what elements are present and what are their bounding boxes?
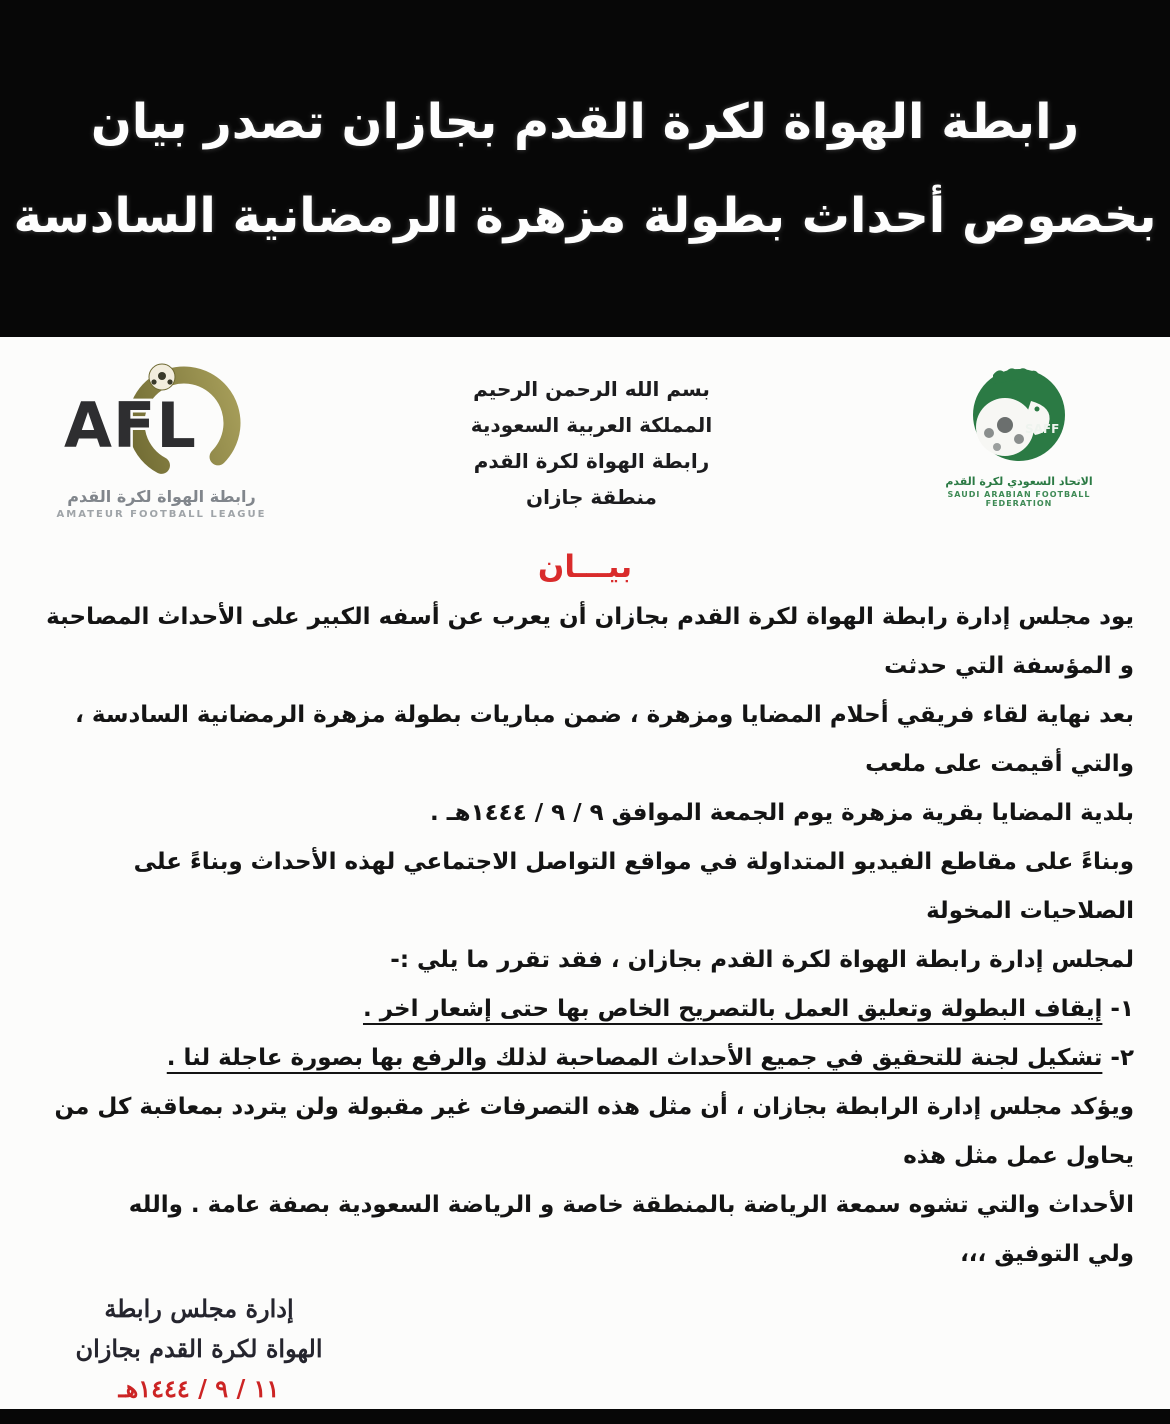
svg-text:SAFF: SAFF [1024, 422, 1060, 436]
paragraph-3-line-2: الأحداث والتي تشوه سمعة الرياضة بالمنطقة خاصة و الرياضة السعودية بصفة عامة . والله ولي التوفيق ،،، [128, 1192, 1134, 1267]
signature-block [24, 1289, 374, 1409]
paragraph-2-line-1: وبناءً على مقاطع الفيديو المتداولة في مواقع التواصل الاجتماعي لهذه الأحداث وبناءً على الصلاحيات المخولة [133, 849, 1134, 924]
saff-logo [914, 363, 1124, 508]
afl-name-arabic: رابطة الهواة لكرة القدم [67, 487, 256, 506]
statement-title: بيـــان [537, 549, 633, 585]
decision-item-1 [30, 985, 1134, 1034]
afl-logo-icon [62, 389, 262, 485]
decision-item-1-number: ١- [1110, 996, 1134, 1022]
saff-name-english: SAUDI ARABIAN FOOTBALL FEDERATION [947, 490, 1091, 508]
banner-title-line-2: بخصوص أحداث بطولة مزهرة الرمضانية السادسة [13, 187, 1157, 244]
signature-date: ١١ / ٩ / ١٤٤٤هـ [118, 1374, 280, 1403]
signature-line-1: إدارة مجلس رابطة [104, 1294, 294, 1323]
afl-name-english: AMATEUR FOOTBALL LEAGUE [56, 509, 267, 520]
country-line: المملكة العربية السعودية [470, 413, 713, 437]
letterhead [24, 363, 1146, 535]
saff-logo-icon [959, 422, 1079, 473]
region-line: منطقة جازان [526, 485, 657, 509]
org-header-block [471, 371, 712, 515]
banner-title-line-1: رابطة الهواة لكرة القدم بجازان تصدر بيان [90, 93, 1080, 150]
svg-text:AFL: AFL [63, 389, 197, 462]
paragraph-2-line-2: لمجلس إدارة رابطة الهواة لكرة القدم بجازان ، فقد تقرر ما يلي :- [390, 947, 1134, 973]
statement-sheet [0, 337, 1170, 1409]
paragraph-1-line-1: يود مجلس إدارة رابطة الهواة لكرة القدم بجازان أن يعرب عن أسفه الكبير على الأحداث المصاحبة و المؤسفة التي حدثت [46, 604, 1134, 679]
banner [0, 0, 1170, 337]
bismillah-line: بسم الله الرحمن الرحيم [473, 377, 710, 401]
decision-item-2-number: ٢- [1110, 1045, 1134, 1071]
paragraph-1-line-2: بعد نهاية لقاء فريقي أحلام المضايا ومزهرة ، ضمن مباريات بطولة مزهرة الرمضانية السادسة ، والتي أقيمت على ملعب [75, 702, 1134, 777]
bottom-band [0, 1409, 1170, 1424]
decision-item-1-text: إيقاف البطولة وتعليق العمل بالتصريح الخاص بها حتى إشعار اخر . [362, 996, 1103, 1022]
org-line: رابطة الهواة لكرة القدم [473, 449, 710, 473]
statement-body [24, 593, 1146, 1279]
afl-logo [54, 363, 269, 520]
paragraph-1-line-3: بلدية المضايا بقرية مزهرة يوم الجمعة الموافق ٩ / ٩ / ١٤٤٤هـ . [430, 800, 1134, 826]
decision-item-2 [30, 1034, 1134, 1083]
decision-item-2-text: تشكيل لجنة للتحقيق في جميع الأحداث المصاحبة لذلك والرفع بها بصورة عاجلة لنا . [166, 1045, 1103, 1071]
saff-name-arabic: الاتحاد السعودي لكرة القدم [945, 475, 1093, 488]
paragraph-3-line-1: ويؤكد مجلس إدارة الرابطة بجازان ، أن مثل هذه التصرفات غير مقبولة ولن يتردد بمعاقبة كل من يحاول عمل مثل هذه [54, 1094, 1134, 1169]
signature-line-2: الهواة لكرة القدم بجازان [75, 1334, 323, 1363]
